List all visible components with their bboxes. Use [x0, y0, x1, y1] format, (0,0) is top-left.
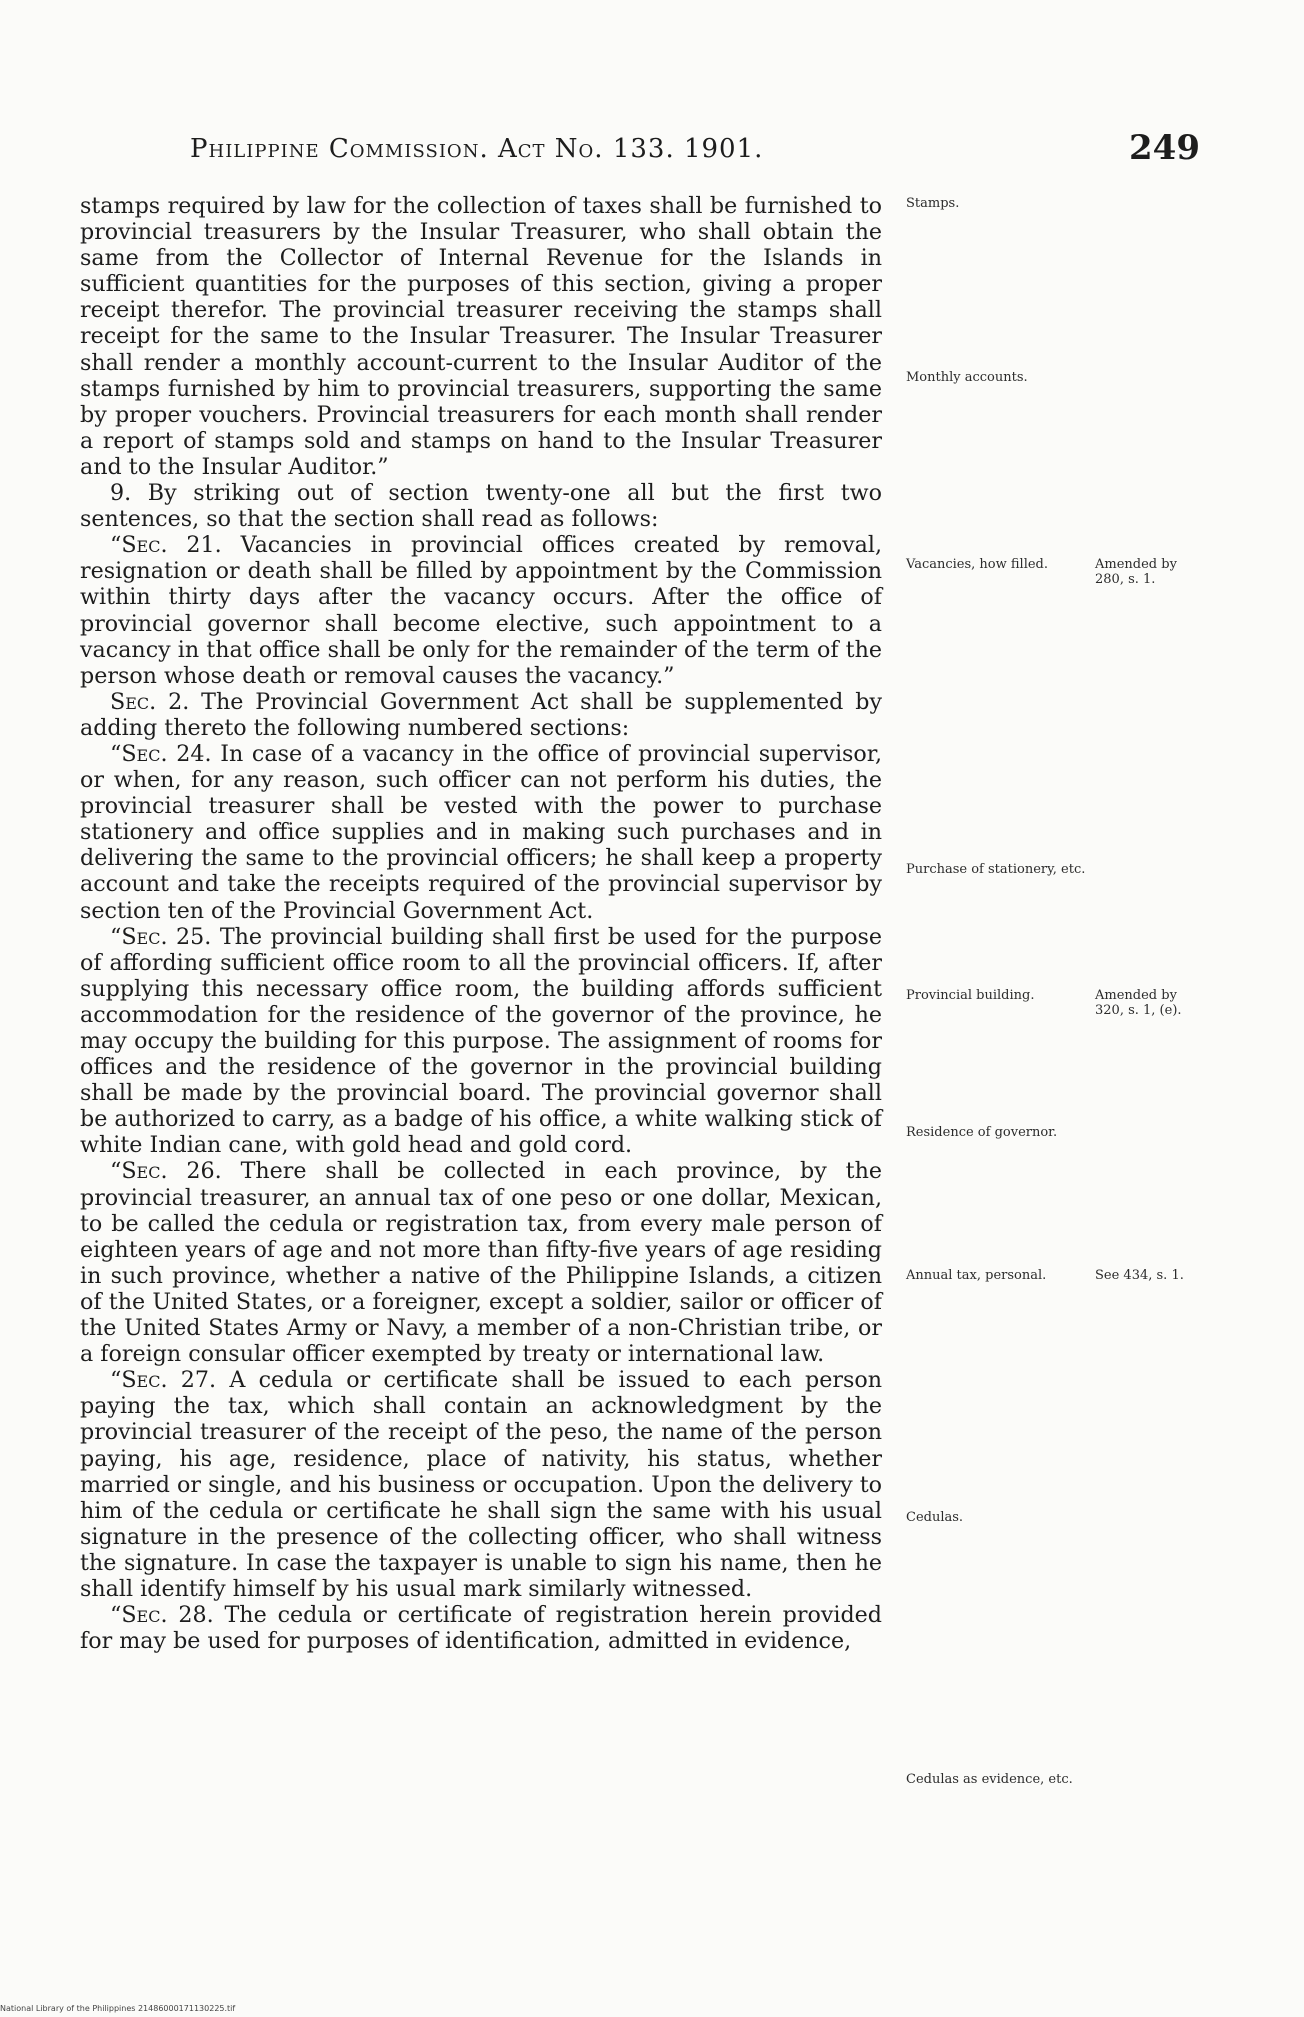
margin-note-cedulas-evidence: Cedulas as evidence, etc.	[906, 1772, 1073, 1787]
paragraph	[80, 1367, 882, 1602]
section-label: “Sec. 25.	[110, 923, 212, 950]
margin-note-cedulas: Cedulas.	[906, 1510, 964, 1525]
section-label: Sec. 2.	[110, 688, 190, 715]
margin-note-residence: Residence of governor.	[906, 1125, 1058, 1140]
paragraph	[80, 193, 882, 480]
running-head: Philippine Commission. Act No. 133. 1901.	[190, 134, 764, 164]
section-label: “Sec. 21.	[110, 532, 222, 559]
paragraph	[80, 480, 882, 532]
margin-ref-280: Amended by 280, s. 1.	[1095, 557, 1177, 587]
paragraph-text: The provincial building shall first be used for the purpose of affording sufficient office room to all the provincial officers. If, after supplying this necessary office room, the building affords sufficient accommodation for the residence of the governor of the province, he may occupy the building for this purpose. The assignment of rooms for offices and the residence of the governor in the provincial building shall be made by the provincial board. The provincial governor shall be authorized to carry, as a badge of his office, a white walking stick of white Indian cane, with gold head and gold cord.	[80, 923, 882, 1159]
margin-note-monthly-accounts: Monthly accounts.	[906, 370, 1028, 385]
margin-note-purchase: Purchase of stationery, etc.	[906, 862, 1086, 877]
paragraph	[80, 1602, 882, 1654]
section-label: “Sec. 27.	[110, 1367, 217, 1394]
paragraph-text: The cedula or certificate of registration herein provided for may be used for purposes of identification, admitted in evidence,	[80, 1602, 882, 1655]
paragraph	[80, 689, 882, 741]
margin-note-provincial-building: Provincial building.	[906, 988, 1035, 1003]
margin-note-stamps: Stamps.	[906, 196, 960, 211]
paragraph-text: There shall be collected in each province, by the provincial treasurer, an annual tax of one peso or one dollar, Mexican, to be called the cedula or registration tax, from every male person of eighteen years of age and not more than fifty-five years of age residing in such province, whether a native of the Philippine Islands, a citizen of the United States, or a foreigner, except a soldier, sailor or officer of the United States Army or Navy, a member of a non-Christian tribe, or a foreign consular officer exempted by treaty or international law.	[80, 1158, 883, 1368]
paragraph-text: The Provincial Government Act shall be supplemented by adding thereto the following numbered sections:	[80, 688, 882, 741]
margin-ref-434: See 434, s. 1.	[1095, 1268, 1184, 1283]
paragraph-text: A cedula or certificate shall be issued to each person paying the tax, which shall contain an acknowledgment by the provincial treasurer of the receipt of the peso, the name of the person paying, his age, residence, place of nativity, his status, whether married or single, and his business or occupation. Upon the delivery to him of the cedula or certificate he shall sign the same with his usual signature in the presence of the collecting officer, who shall witness the signature. In case the taxpayer is unable to sign his name, then he shall identify himself by his usual mark similarly witnessed.	[80, 1367, 883, 1602]
paragraph-text: stamps required by law for the collection of taxes shall be furnished to provincial treasurers by the Insular Treasurer, who shall obtain the same from the Collector of Internal Revenue for the Islands in sufficient quantities for the purposes of this section, giving a proper receipt therefor. The provincial treasurer receiving the stamps shall receipt for the same to the Insular Treasurer. The Insular Treasurer shall render a monthly account-current to the Insular Auditor of the stamps furnished by him to provincial treasurers, supporting the same by proper vouchers. Provincial treasurers for each month shall render a report of stamps sold and stamps on hand to the Insular Treasurer and to the Insular Auditor.”	[80, 193, 882, 480]
paragraph-text: 9. By striking out of section twenty-one all but the first two sentences, so that the section shall read as follows:	[80, 480, 882, 533]
paragraph-text: In case of a vacancy in the office of provincial supervisor, or when, for any reason, such officer can not perform his duties, the provincial treasurer shall be vested with the power to purchase stationery and office supplies and in making such purchases and in delivering the same to the provincial officers; he shall keep a property account and take the receipts required of the provincial supervisor by section ten of the Provincial Government Act.	[80, 740, 883, 924]
paragraph	[80, 1158, 882, 1367]
section-label: “Sec. 28.	[110, 1602, 214, 1629]
paragraph	[80, 532, 882, 689]
section-label: “Sec. 24.	[110, 740, 212, 767]
section-label: “Sec. 26.	[110, 1158, 222, 1185]
margin-note-vacancies: Vacancies, how filled.	[906, 557, 1049, 572]
margin-ref-320: Amended by 320, s. 1, (e).	[1095, 988, 1182, 1018]
paragraph	[80, 924, 882, 1159]
body-text	[80, 193, 882, 1654]
paragraph	[80, 741, 882, 924]
page-number: 249	[1129, 128, 1200, 168]
margin-note-annual-tax: Annual tax, personal.	[906, 1268, 1047, 1283]
page-header	[190, 128, 1200, 178]
paragraph-text: Vacancies in provincial offices created by removal, resignation or death shall be filled by appointment by the Commission within thirty days after the vacancy occurs. After the office of provincial governor shall become elective, such appointment to a vacancy in that office shall be only for the remainder of the term of the person whose death or removal causes the vacancy.”	[80, 532, 882, 689]
scan-footer: National Library of the Philippines 21486000171130225.tif	[0, 2004, 236, 2013]
